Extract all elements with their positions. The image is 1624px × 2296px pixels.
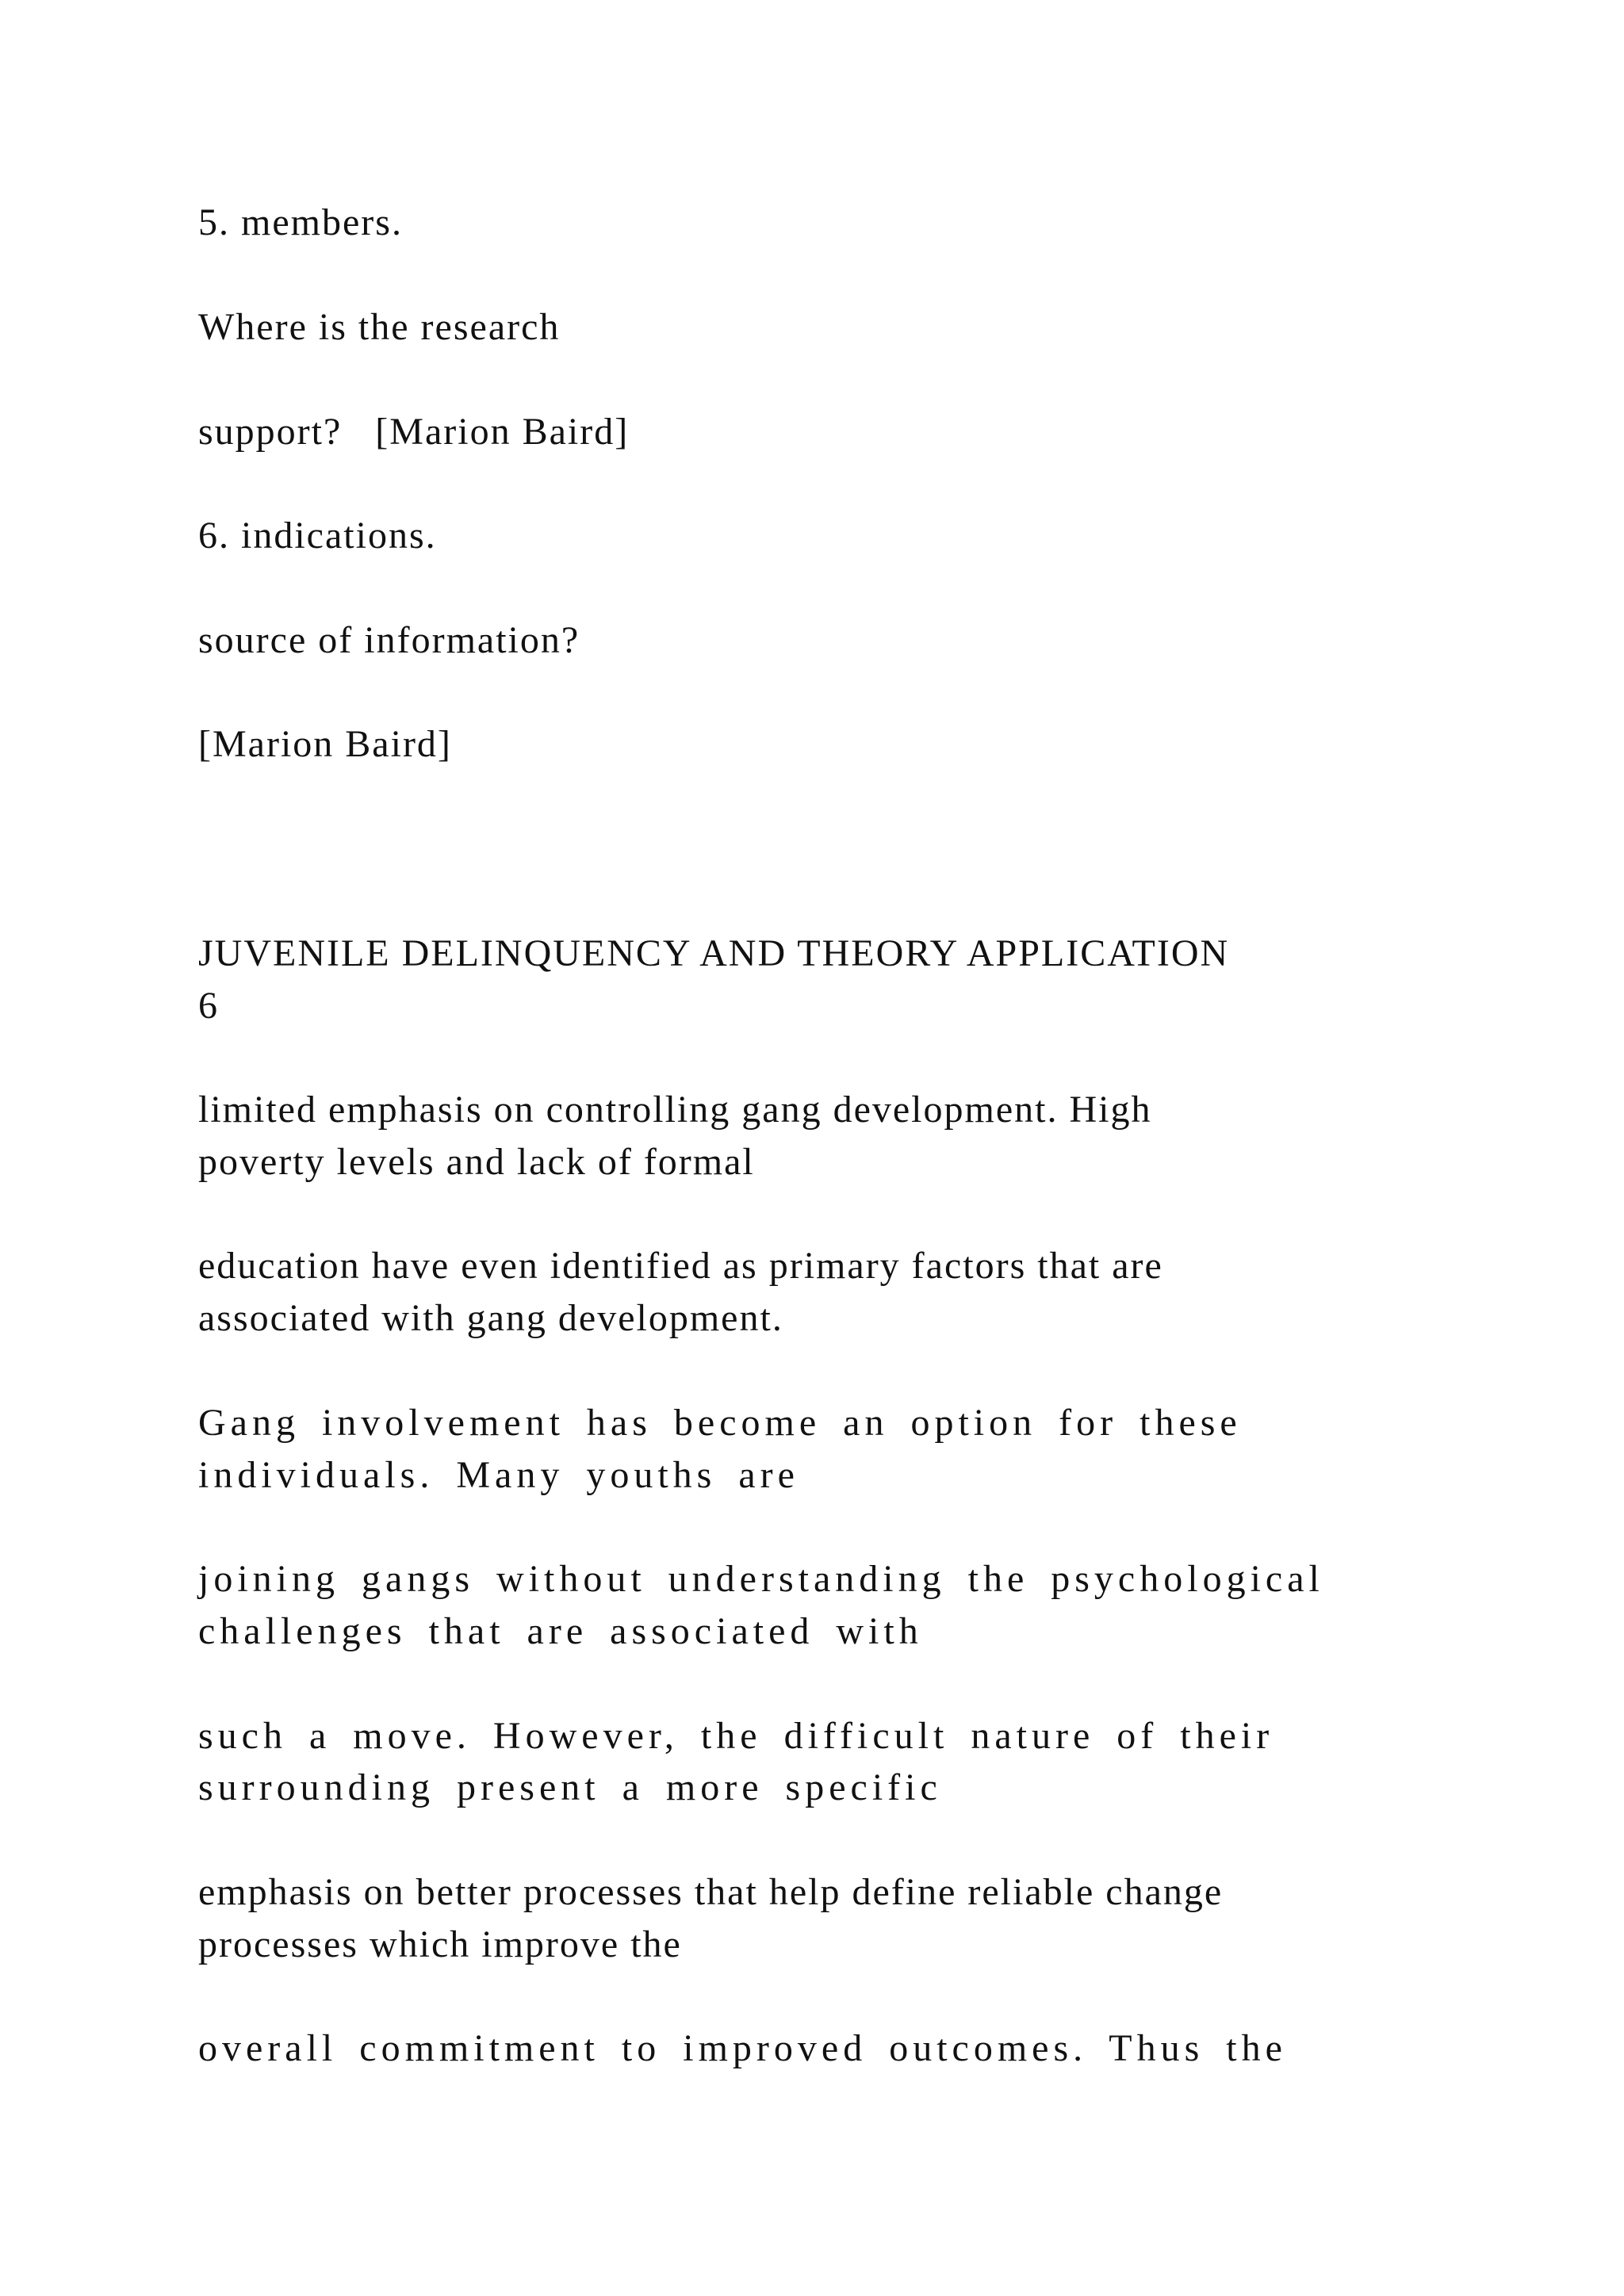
comment-line-1: 5. members. bbox=[198, 201, 403, 243]
body-line: education have even identified as primary factors that are bbox=[198, 1245, 1163, 1287]
body-line: overall commitment to improved outcomes. Thus the bbox=[198, 2027, 1287, 2069]
comment-line-4: 6. indications. bbox=[198, 515, 437, 557]
body-line: limited emphasis on controlling gang development. High bbox=[198, 1089, 1152, 1131]
body-line: processes which improve the bbox=[198, 1923, 682, 1965]
running-header: JUVENILE DELINQUENCY AND THEORY APPLICATION bbox=[198, 932, 1230, 974]
comment-line-5: source of information? bbox=[198, 619, 580, 661]
body-line: Gang involvement has become an option for these bbox=[198, 1402, 1242, 1444]
body-line: joining gangs without understanding the psychological bbox=[198, 1558, 1324, 1600]
body-line: associated with gang development. bbox=[198, 1297, 783, 1339]
body-line: emphasis on better processes that help define reliable change bbox=[198, 1871, 1224, 1913]
body-line: poverty levels and lack of formal bbox=[198, 1141, 755, 1183]
comment-line-3: support? [Marion Baird] bbox=[198, 411, 630, 453]
body-line: surrounding present a more specific bbox=[198, 1766, 942, 1808]
body-line: individuals. Many youths are bbox=[198, 1454, 799, 1496]
comment-line-6: [Marion Baird] bbox=[198, 723, 452, 765]
page-number: 6 bbox=[198, 985, 219, 1027]
body-line: such a move. However, the difficult nature of their bbox=[198, 1715, 1274, 1757]
body-line: challenges that are associated with bbox=[198, 1610, 923, 1652]
comment-line-2: Where is the research bbox=[198, 306, 561, 348]
